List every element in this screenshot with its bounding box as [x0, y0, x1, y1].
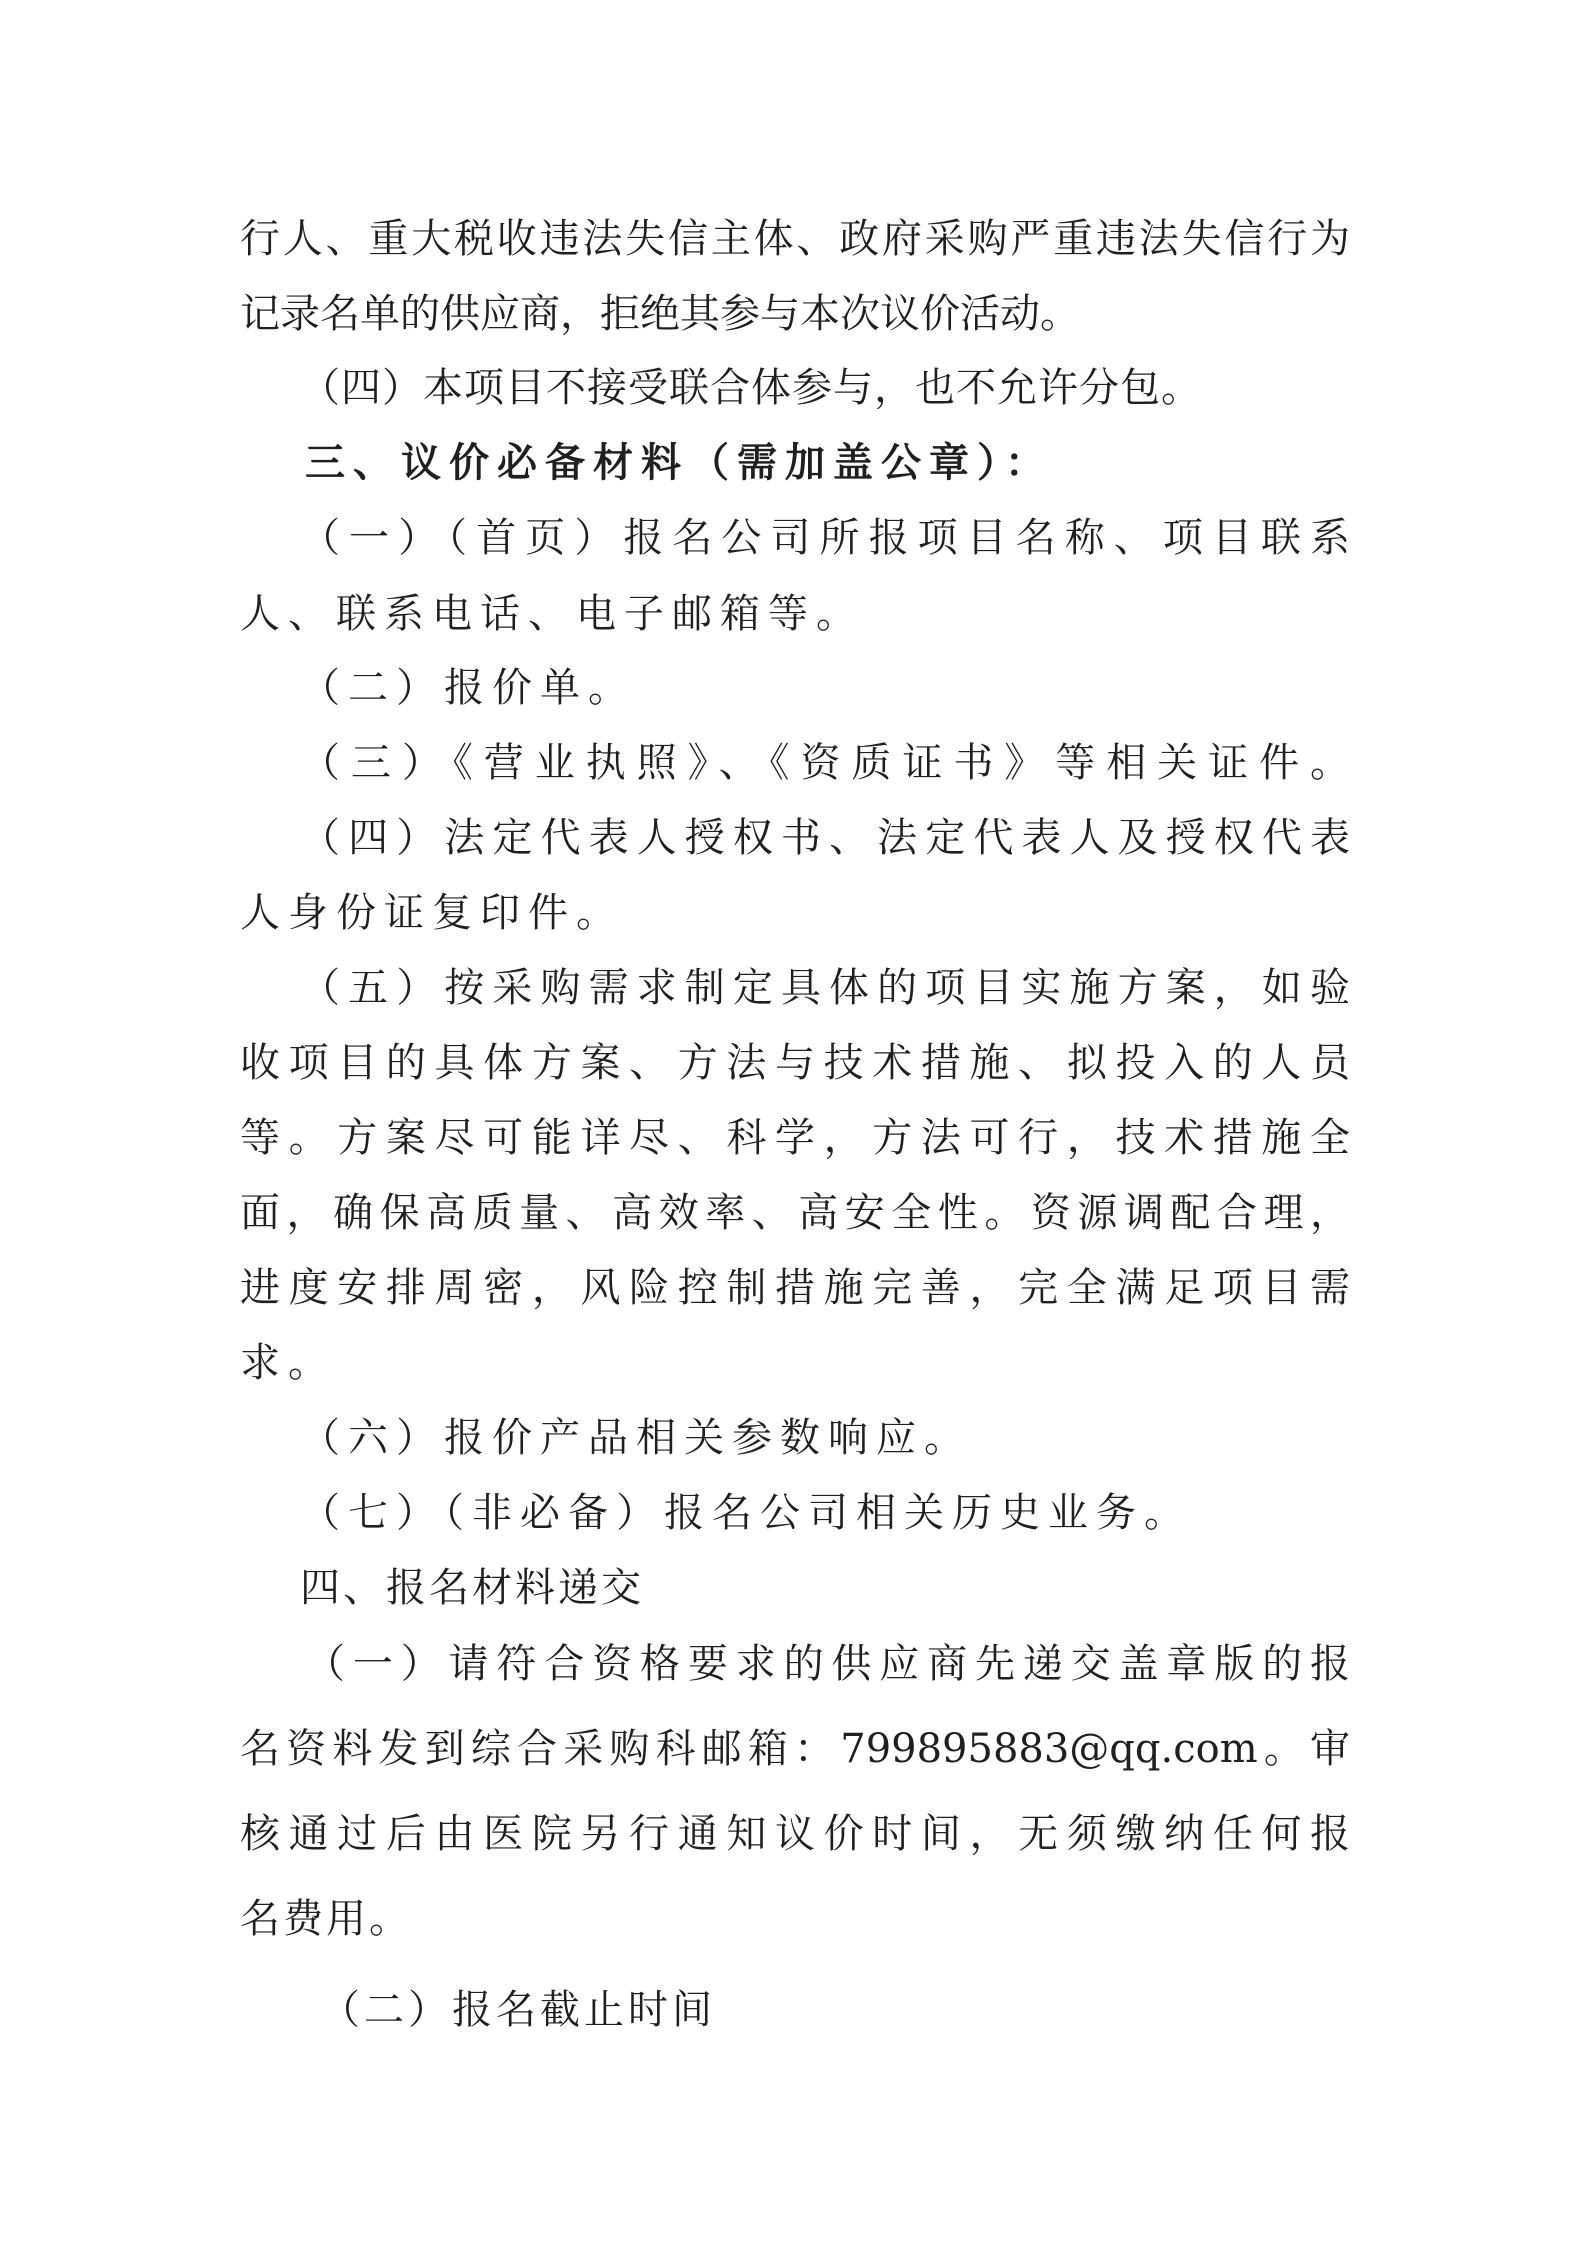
paragraph-line: （五）按采购需求制定具体的项目实施方案，如验 [300, 965, 1350, 1011]
paragraph-line: （四）本项目不接受联合体参与，也不允许分包。 [300, 365, 1202, 411]
section-heading: 三、议价必备材料（需加盖公章）： [305, 440, 1053, 486]
paragraph-line: （二）报名截止时间 [320, 1987, 716, 2033]
paragraph-line: （三）《营业执照》、《资质证书》等相关证件。 [300, 740, 1350, 786]
paragraph-line: 面，确保高质量、高效率、高安全性。资源调配合理， [240, 1190, 1350, 1236]
paragraph-line: （一）（首页）报名公司所报项目名称、项目联系 [300, 515, 1350, 561]
paragraph-line: 记录名单的供应商，拒绝其参与本次议价活动。 [240, 291, 1080, 337]
paragraph-line: 名资料发到综合采购科邮箱：799895883@qq.com。审 [240, 1726, 1350, 1772]
paragraph-line: 人、联系电话、电子邮箱等。 [240, 591, 864, 637]
paragraph-line: （二）报价单。 [300, 665, 636, 711]
paragraph-line: 等。方案尽可能详尽、科学，方法可行，技术措施全 [240, 1115, 1350, 1161]
paragraph-line: 人身份证复印件。 [240, 890, 624, 936]
paragraph-line: 收项目的具体方案、方法与技术措施、拟投入的人员 [240, 1040, 1350, 1086]
paragraph-line: （四）法定代表人授权书、法定代表人及授权代表 [300, 815, 1350, 861]
paragraph-line: （六）报价产品相关参数响应。 [300, 1415, 972, 1461]
paragraph-line: （七）（非必备）报名公司相关历史业务。 [300, 1490, 1192, 1536]
paragraph-line: 行人、重大税收违法失信主体、政府采购严重违法失信行为 [240, 216, 1350, 262]
section-heading: 四、报名材料递交 [300, 1565, 644, 1611]
paragraph-line: 名费用。 [240, 1896, 412, 1942]
paragraph-line: 进度安排周密，风险控制措施完善，完全满足项目需 [240, 1265, 1350, 1311]
paragraph-line: 核通过后由医院另行通知议价时间，无须缴纳任何报 [240, 1811, 1350, 1857]
paragraph-line: （一）请符合资格要求的供应商先递交盖章版的报 [305, 1641, 1350, 1687]
paragraph-line: 求。 [240, 1340, 336, 1386]
